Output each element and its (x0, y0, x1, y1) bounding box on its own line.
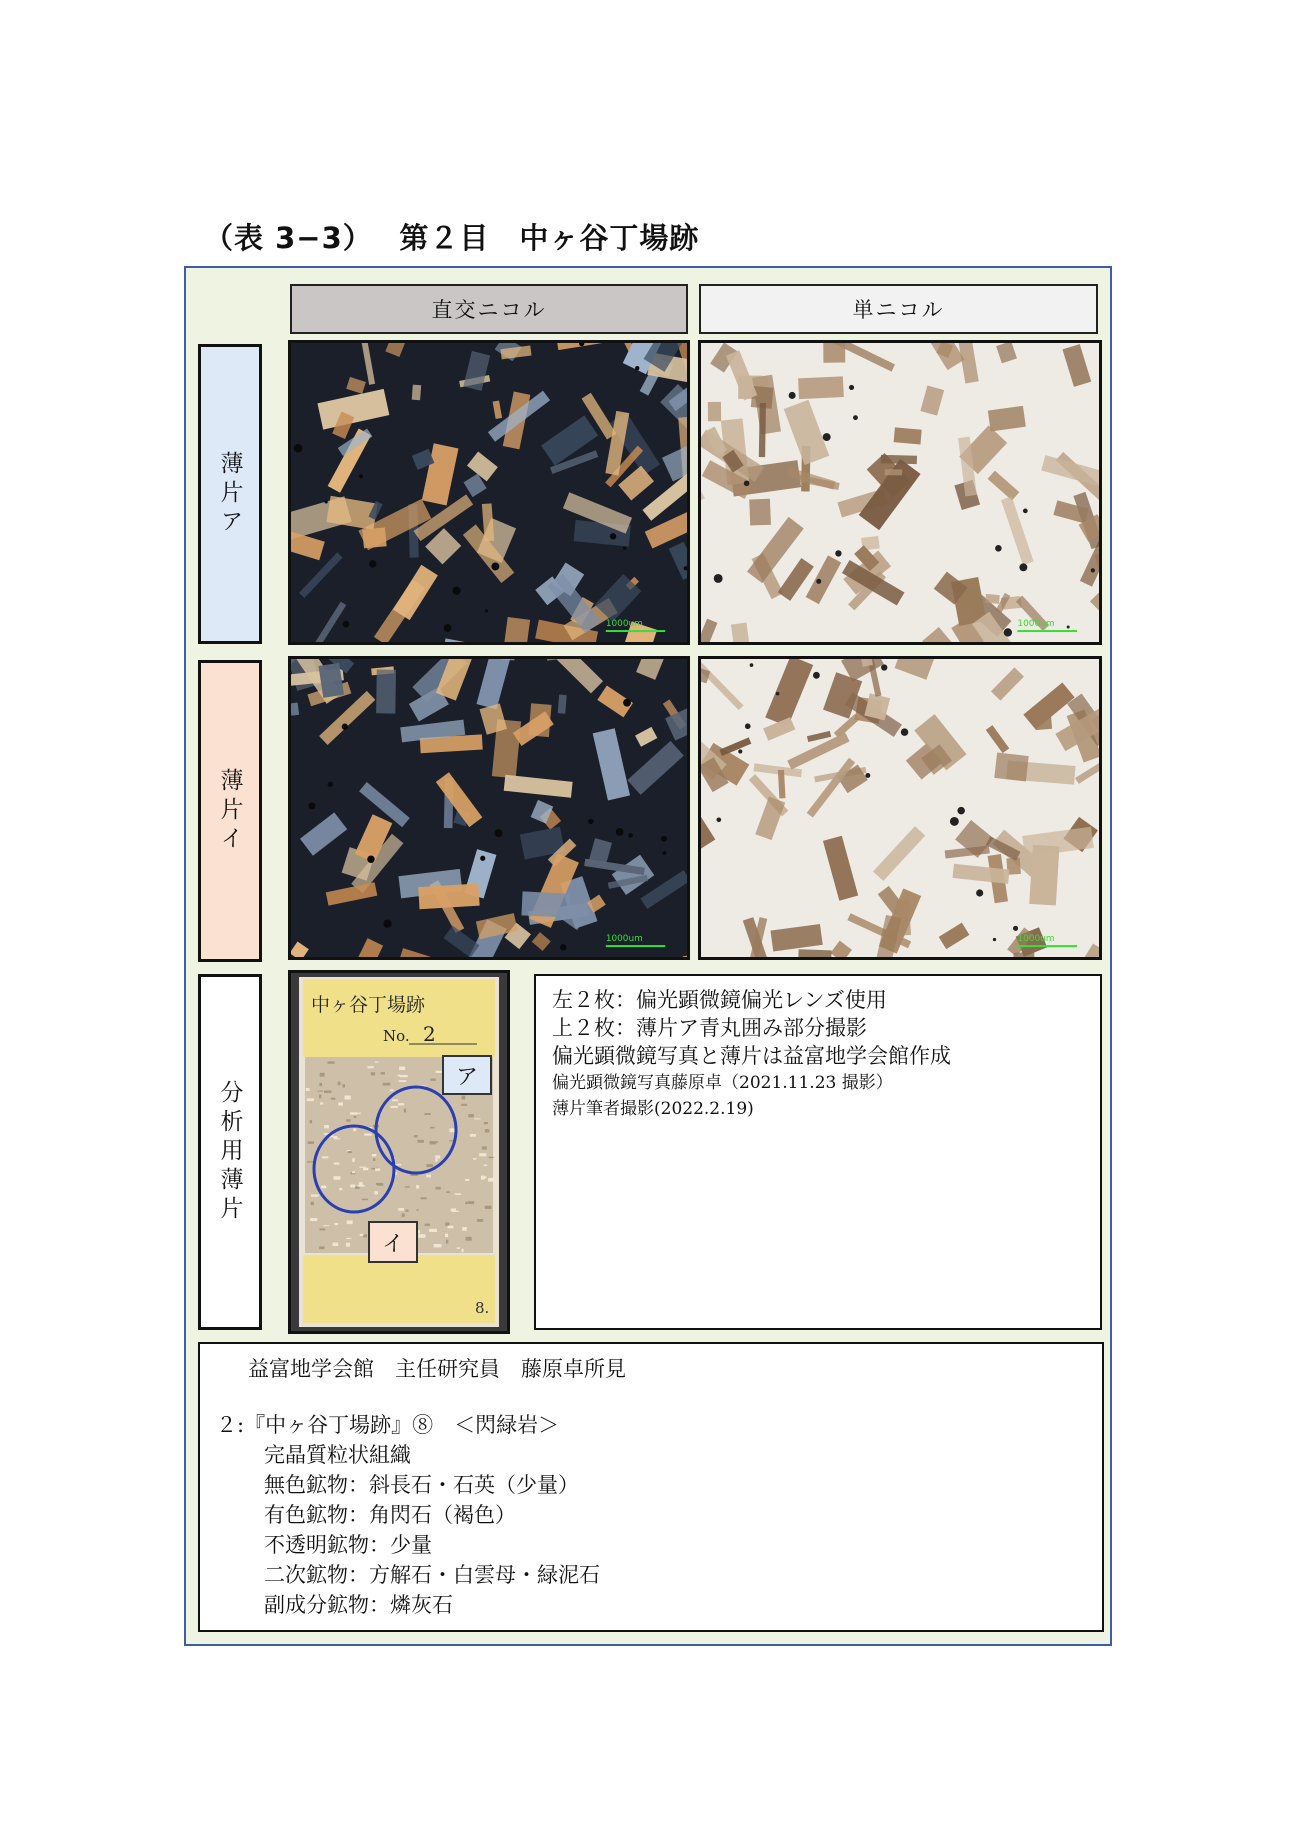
row-label-thin-section-a (198, 344, 262, 644)
scale-bar-label: 1000um (1017, 619, 1055, 630)
scale-bar (1017, 945, 1077, 947)
micrograph (291, 659, 687, 957)
scale-bar-label: 1000um (1017, 934, 1055, 945)
note-line: 偏光顕微鏡写真藤原卓（2021.11.23 撮影） (552, 1073, 893, 1093)
observation-item: ２:『中ヶ谷丁場跡』⑧ ＜閃緑岩＞ (216, 1413, 560, 1437)
header-single-nicol: 単ニコル (699, 284, 1098, 334)
observation-row: 無色鉱物：斜長石・石英（少量） (264, 1473, 579, 1497)
photo-a-cross-nicol (288, 340, 690, 645)
row-label-text: 薄片イ (216, 767, 243, 855)
photo-i-single-nicol (698, 656, 1102, 960)
scale-bar-label: 1000um (605, 934, 643, 945)
row-label-text: 分析用薄片 (216, 1079, 243, 1225)
row-label-text: 薄片ア (216, 450, 243, 538)
scale-bar (606, 945, 665, 947)
observation-row: 不透明鉱物：少量 (264, 1533, 432, 1557)
observation-row: 有色鉱物：角閃石（褐色） (264, 1503, 516, 1527)
observation-row: 副成分鉱物：燐灰石 (264, 1593, 453, 1617)
handwritten-number: 2 (423, 1022, 436, 1046)
expert-observation (198, 1342, 1104, 1632)
scale-bar (606, 630, 665, 632)
page-title: （表 3−3） 第２目 中ヶ谷丁場跡 (204, 221, 700, 255)
note-line: 薄片筆者撮影(2022.2.19) (552, 1099, 754, 1119)
photo-notes (534, 974, 1102, 1330)
row-label-thin-section-i (198, 660, 262, 962)
observation-row: 二次鉱物：方解石・白雲母・緑泥石 (264, 1563, 600, 1587)
note-line: 偏光顕微鏡写真と薄片は益富地学会館作成 (552, 1044, 951, 1068)
slide-label-i: イ (368, 1221, 418, 1263)
handwritten-site-name: 中ヶ谷丁場跡 (311, 994, 426, 1016)
photo-i-cross-nicol (288, 656, 690, 960)
micrograph (701, 343, 1099, 642)
thin-section-slide-photo (288, 970, 510, 1334)
note-line: 上２枚：薄片ア青丸囲み部分撮影 (552, 1016, 867, 1040)
observation-row: 完晶質粒状組織 (264, 1443, 411, 1467)
note-line: 左２枚：偏光顕微鏡偏光レンズ使用 (552, 988, 887, 1012)
handwritten-no-label: No. (383, 1027, 410, 1045)
scale-bar-label: 1000um (605, 619, 643, 630)
photo-a-single-nicol (698, 340, 1102, 645)
micrograph (701, 659, 1099, 957)
handwritten-corner-number: 8. (475, 1299, 490, 1317)
scale-bar (1017, 630, 1077, 632)
header-cross-nicol: 直交ニコル (290, 284, 688, 334)
micrograph (291, 343, 687, 642)
row-label-analysis-section (198, 974, 262, 1330)
observation-header: 益富地学会館 主任研究員 藤原卓所見 (248, 1357, 626, 1381)
slide-label-a: ア (442, 1055, 492, 1095)
